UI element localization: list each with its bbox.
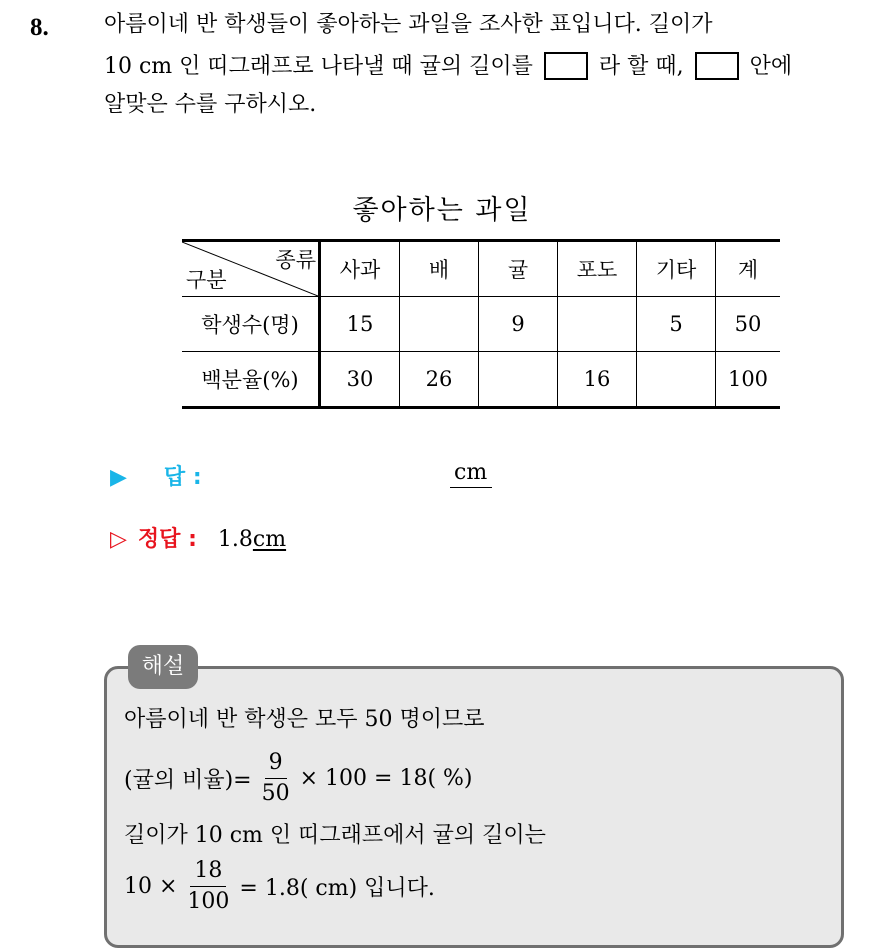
solution-tag: 해설 <box>128 645 198 689</box>
fraction-denominator: 50 <box>261 781 290 806</box>
column-header: 계 <box>716 241 781 297</box>
fraction-numerator: 18 <box>190 856 226 887</box>
fraction-denominator: 100 <box>187 889 230 914</box>
column-header: 사과 <box>320 241 400 297</box>
solution-line4 <box>124 856 435 917</box>
correct-label: 정답 : <box>137 527 197 552</box>
answer-row <box>110 460 202 491</box>
row-label: 학생수(명) <box>182 297 320 352</box>
question-text-line2-a: 10 cm 인 띠그래프로 나타낼 때 귤의 길이를 <box>104 54 533 79</box>
table-cell: 15 <box>320 297 400 352</box>
fraction <box>258 748 294 809</box>
answer-label: 답 : <box>163 465 202 490</box>
fraction-numerator: 9 <box>265 748 287 779</box>
table-cell: 9 <box>479 297 558 352</box>
question-text-line2-c: 안에 <box>749 54 793 79</box>
fraction <box>183 856 233 917</box>
table-cell <box>637 352 716 408</box>
answer-unit: cm <box>454 460 488 485</box>
table-cell: 26 <box>400 352 479 408</box>
solution-line1: 아름이네 반 학생은 모두 50 명이므로 <box>124 707 485 732</box>
correct-triangle-icon: ▷ <box>110 527 127 552</box>
solution-line2-suffix: × 100 = 18( %) <box>299 766 473 791</box>
table-corner-cell <box>182 241 320 297</box>
table-cell: 50 <box>716 297 781 352</box>
column-header: 귤 <box>479 241 558 297</box>
question-text-line3: 알맞은 수를 구하시오. <box>104 92 317 117</box>
question-text-line1: 아름이네 반 학생들이 좋아하는 과일을 조사한 표입니다. 길이가 <box>104 12 713 37</box>
table-cell <box>479 352 558 408</box>
question-text-line2 <box>104 52 792 82</box>
question-text-line2-b: 라 할 때, <box>598 54 684 79</box>
table-cell <box>400 297 479 352</box>
solution-line3: 길이가 10 cm 인 띠그래프에서 귤의 길이는 <box>124 823 546 848</box>
column-header: 포도 <box>558 241 637 297</box>
blank-box-2 <box>695 52 739 80</box>
table-cell: 100 <box>716 352 781 408</box>
solution-line2 <box>124 748 473 809</box>
answer-blank-line[interactable] <box>450 487 492 488</box>
question-number: 8. <box>30 14 49 41</box>
blank-box-1 <box>544 52 588 80</box>
table-cell <box>558 297 637 352</box>
solution-line4-suffix: = 1.8( cm) 입니다. <box>239 876 435 901</box>
column-header: 배 <box>400 241 479 297</box>
table-title: 좋아하는 과일 <box>352 195 532 226</box>
fruit-table <box>182 239 780 409</box>
solution-line2-prefix: (귤의 비율)= <box>124 768 252 793</box>
row-label: 백분율(%) <box>182 352 320 408</box>
table-cell: 30 <box>320 352 400 408</box>
column-header: 기타 <box>637 241 716 297</box>
correct-unit: cm <box>252 527 287 552</box>
table-header-row <box>182 241 780 297</box>
corner-label-bottom: 구분 <box>186 268 227 292</box>
table-cell: 16 <box>558 352 637 408</box>
corner-label-top: 종류 <box>275 248 316 272</box>
correct-value: 1.8 <box>217 527 253 552</box>
table-row <box>182 297 780 352</box>
correct-answer-row <box>110 522 286 553</box>
solution-line4-prefix: 10 × <box>124 874 178 899</box>
table-row <box>182 352 780 408</box>
answer-triangle-icon: ▶ <box>110 465 127 490</box>
table-cell: 5 <box>637 297 716 352</box>
